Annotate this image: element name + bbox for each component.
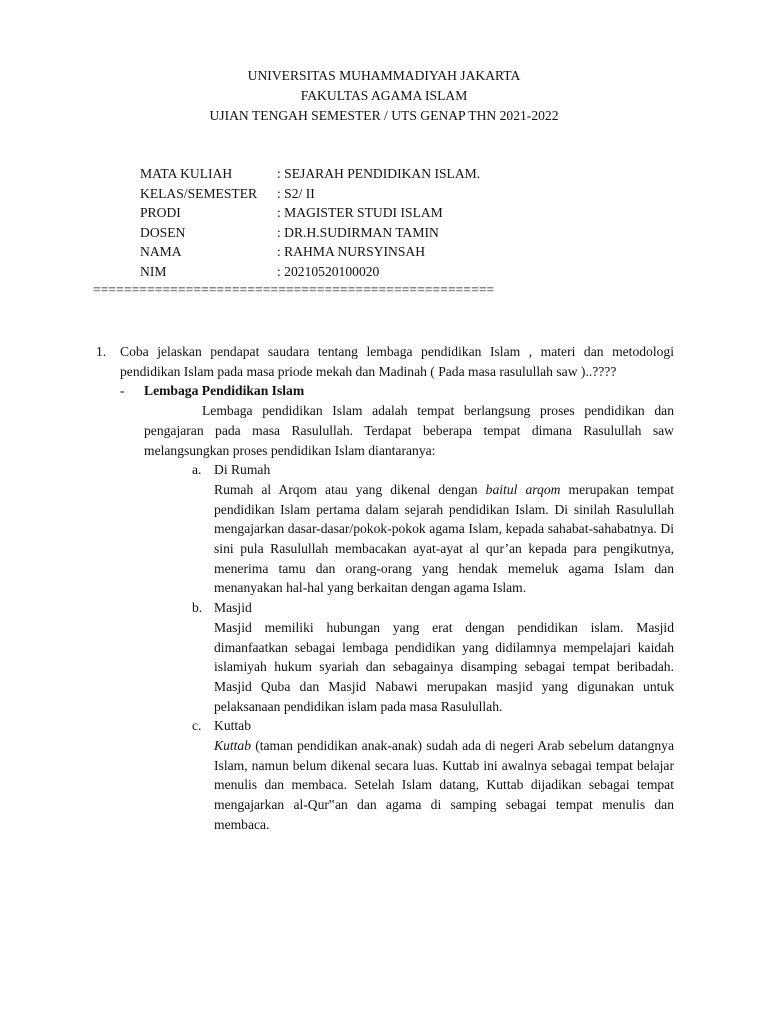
section-heading [96,381,674,401]
info-row-class [140,184,480,204]
question-row [96,342,674,381]
info-value: : RAHMA NURSYINSAH [277,244,426,260]
info-key: MATA KULIAH [140,166,233,181]
university-name: UNIVERSITAS MUHAMMADIYAH JAKARTA [247,68,521,83]
item-c-body [214,736,674,835]
item-b-body: Masjid memiliki hubungan yang erat dengan pendidikan islam. Masjid dimanfaatkan sebagai lembaga pendidikan yang didilamnya mempelajari kaidah islamiyah hukum syariah dan sebagainya disamping sebagai tempat beribadah. Masjid Quba dan Masjid Nabawi merupakan masjid yang digunakan untuk pelaksanaan pendidikan islam pada masa Rasulullah. [214,619,674,714]
info-value: : 20210520100020 [277,263,380,279]
item-letter: b. [192,600,203,616]
info-value: : DR.H.SUDIRMAN TAMIN [277,224,439,240]
item-text: Rumah al Arqom atau yang dikenal dengan [214,481,486,497]
document-header [0,66,768,126]
info-value: : MAGISTER STUDI ISLAM [277,205,443,221]
item-a-body [214,480,674,598]
item-b-heading [192,598,674,618]
question-1 [96,342,674,835]
info-key: NAMA [140,244,182,260]
item-c-heading [192,716,674,736]
item-letter: a. [192,462,202,478]
section-intro: Lembaga pendidikan Islam adalah tempat berlangsung proses pendidikan dan pengajaran pada masa Rasulullah. Terdapat beberapa tempat dimana Rasulullah saw melangsungkan proses pendidikan Islam diantaranya: [144,403,674,458]
item-title: Di Rumah [214,462,271,478]
item-title: Masjid [214,600,252,616]
question-text: Coba jelaskan pendapat saudara tentang lembaga pendidikan Islam , materi dan metodologi pendidikan Islam pada masa priode mekah dan Madinah ( Pada masa rasulullah saw )..???? [120,344,674,379]
info-key: PRODI [140,205,181,221]
info-value: : S2/ II [277,185,315,201]
info-key: DOSEN [140,224,186,240]
faculty-name: FAKULTAS AGAMA ISLAM [300,88,468,103]
separator-line: ==================================================== [93,282,495,297]
bullet-dash: - [120,383,125,399]
item-text: (taman pendidikan anak-anak) sudah ada di negeri Arab sebelum datangnya Islam, namun belum dikenal secara luas. Kuttab ini awalnya sebagai tempat belajar menulis dan membaca. Setelah Islam datang, Kuttab dijadikan sebagai tempat mengajarkan al-Qur‟an dan agama di samping sebagai tempat menulis dan membaca. [214,738,674,832]
section-title: Lembaga Pendidikan Islam [144,383,305,399]
item-a-heading [192,460,674,480]
item-italic-term: baitul arqom [485,481,561,497]
info-value: : SEJARAH PENDIDIKAN ISLAM. [277,166,481,181]
info-row-program [140,203,480,223]
info-row-nim [140,262,480,282]
info-row-name [140,242,480,262]
exam-title: UJIAN TENGAH SEMESTER / UTS GENAP THN 2021-2022 [209,108,559,123]
item-text: merupakan tempat pendidikan Islam pertama dalam sejarah pendidikan Islam. Di sinilah Rasulullah mengajarkan dasar-dasar/pokok-pokok agama Islam, kepada sahabat-sahabatnya. Di sini pula Rasulullah membacakan ayat-ayat al qur’an kepada para pengikutnya, menerima tamu dan orang-orang yang hendak memeluk agama Islam dan menanyakan hal-hal yang berkaitan dengan agama Islam. [214,481,674,596]
info-row-lecturer [140,223,480,243]
item-letter: c. [192,718,202,734]
item-title: Kuttab [214,718,251,734]
info-row-course [140,164,480,184]
item-italic-term: Kuttab [214,738,252,754]
question-number: 1. [96,344,107,359]
info-key: NIM [140,263,167,279]
info-key: KELAS/SEMESTER [140,185,258,201]
student-info [140,164,480,282]
